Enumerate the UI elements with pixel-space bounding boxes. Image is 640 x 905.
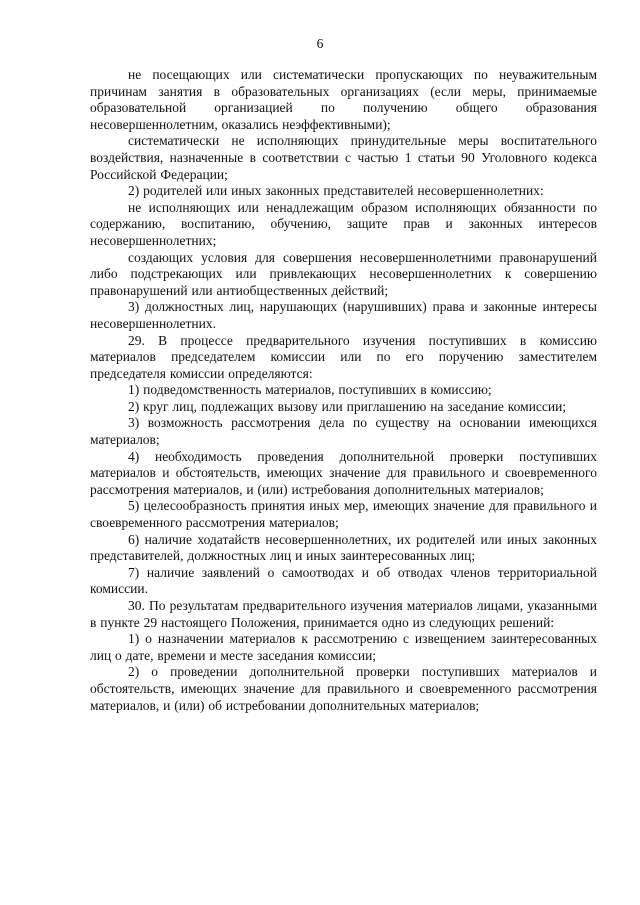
paragraph: 2) о проведении дополнительной проверки поступивших материалов и обстоятельств, имеющих значение для правильного и своевременного рассмотрения материалов, и (или) об истребовании дополнительных материалов;	[90, 664, 597, 713]
paragraph: 7) наличие заявлений о самоотводах и об отводах членов территориальной комиссии.	[90, 564, 597, 597]
paragraph: 6) наличие ходатайств несовершеннолетних, их родителей или иных законных представителей, должностных лиц и иных заинтересованных лиц;	[90, 531, 597, 564]
paragraph: 4) необходимость проведения дополнительной проверки поступивших материалов и обстоятельств, имеющих значение для правильного и своевременного рассмотрения материалов, и (или) истребования дополнительных материалов;	[90, 448, 597, 497]
paragraph: 3) возможность рассмотрения дела по существу на основании имеющихся материалов;	[90, 415, 597, 448]
paragraph: 2) круг лиц, подлежащих вызову или приглашению на заседание комиссии;	[128, 398, 567, 414]
paragraph: не посещающих или систематически пропускающих по неуважительным причинам занятия в образовательных организациях (если меры, принимаемые образовательной организацией по получению общего образования несовершеннолетним, оказались неэффективными);	[90, 67, 597, 132]
document-body	[90, 67, 597, 714]
paragraph: 1) подведомственность материалов, поступивших в комиссию;	[128, 382, 492, 398]
paragraph: 29. В процессе предварительного изучения поступивших в комиссию материалов председателем комиссии или по его поручению заместителем председателя комиссии определяются:	[90, 332, 597, 381]
paragraph: 2) родителей или иных законных представителей несовершеннолетних:	[128, 183, 544, 199]
paragraph: 5) целесообразность принятия иных мер, имеющих значение для правильного и своевременного рассмотрения материалов;	[90, 498, 597, 531]
page-number: 6	[316, 36, 324, 51]
paragraph: 1) о назначении материалов к рассмотрению с извещением заинтересованных лиц о дате, времени и месте заседания комиссии;	[90, 631, 597, 663]
paragraph: 30. По результатам предварительного изучения материалов лицами, указанными в пункте 29 настоящего Положения, принимается одно из следующих решений:	[90, 598, 597, 630]
paragraph: систематически не исполняющих принудительные меры воспитательного воздействия, назначенные в соответствии с частью 1 статьи 90 Уголовного кодекса Российской Федерации;	[90, 133, 597, 182]
paragraph: создающих условия для совершения несовершеннолетними правонарушений либо подстрекающих или привлекающих несовершеннолетних к совершению правонарушений или антиобщественных действий;	[90, 249, 597, 298]
paragraph: 3) должностных лиц, нарушающих (нарушивших) права и законные интересы несовершеннолетних.	[90, 299, 597, 331]
paragraph: не исполняющих или ненадлежащим образом исполняющих обязанности по содержанию, воспитанию, обучению, защите прав и законных интересов несовершеннолетних;	[90, 199, 597, 248]
